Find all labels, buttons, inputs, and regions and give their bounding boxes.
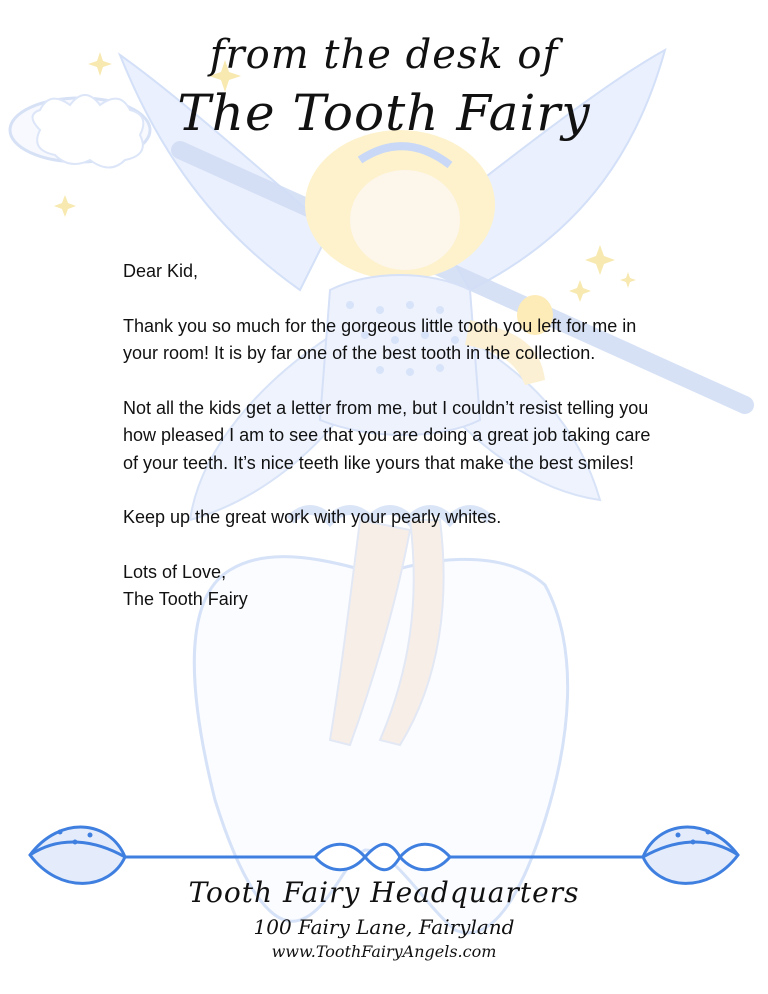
footer-headquarters: Tooth Fairy Headquarters [188, 876, 580, 909]
header-from-desk: from the desk of [209, 32, 559, 78]
letter-paragraph-1: Thank you so much for the gorgeous little tooth you left for me in your room! It is by far one of the best tooth in the collection. [123, 315, 637, 363]
letter-greeting: Dear Kid, [123, 261, 199, 281]
letter-closing: Lots of Love, [123, 561, 227, 582]
header-title: The Tooth Fairy [177, 84, 591, 142]
footer-address: 100 Fairy Lane, Fairyland [253, 915, 515, 939]
footer-website: www.ToothFairyAngels.com [271, 942, 497, 961]
letter-paragraph-2: Not all the kids get a letter from me, but I couldn’t resist telling you how pleased I am to see that you are doing a great job taking care of your teeth. It’s nice teeth like yours that make the best smiles! [123, 397, 651, 473]
letter-signature: The Tooth Fairy [123, 589, 248, 609]
letter-body [123, 258, 653, 614]
letter-paragraph-3: Keep up the great work with your pearly whites. [123, 507, 502, 527]
fairy-face [350, 170, 460, 270]
